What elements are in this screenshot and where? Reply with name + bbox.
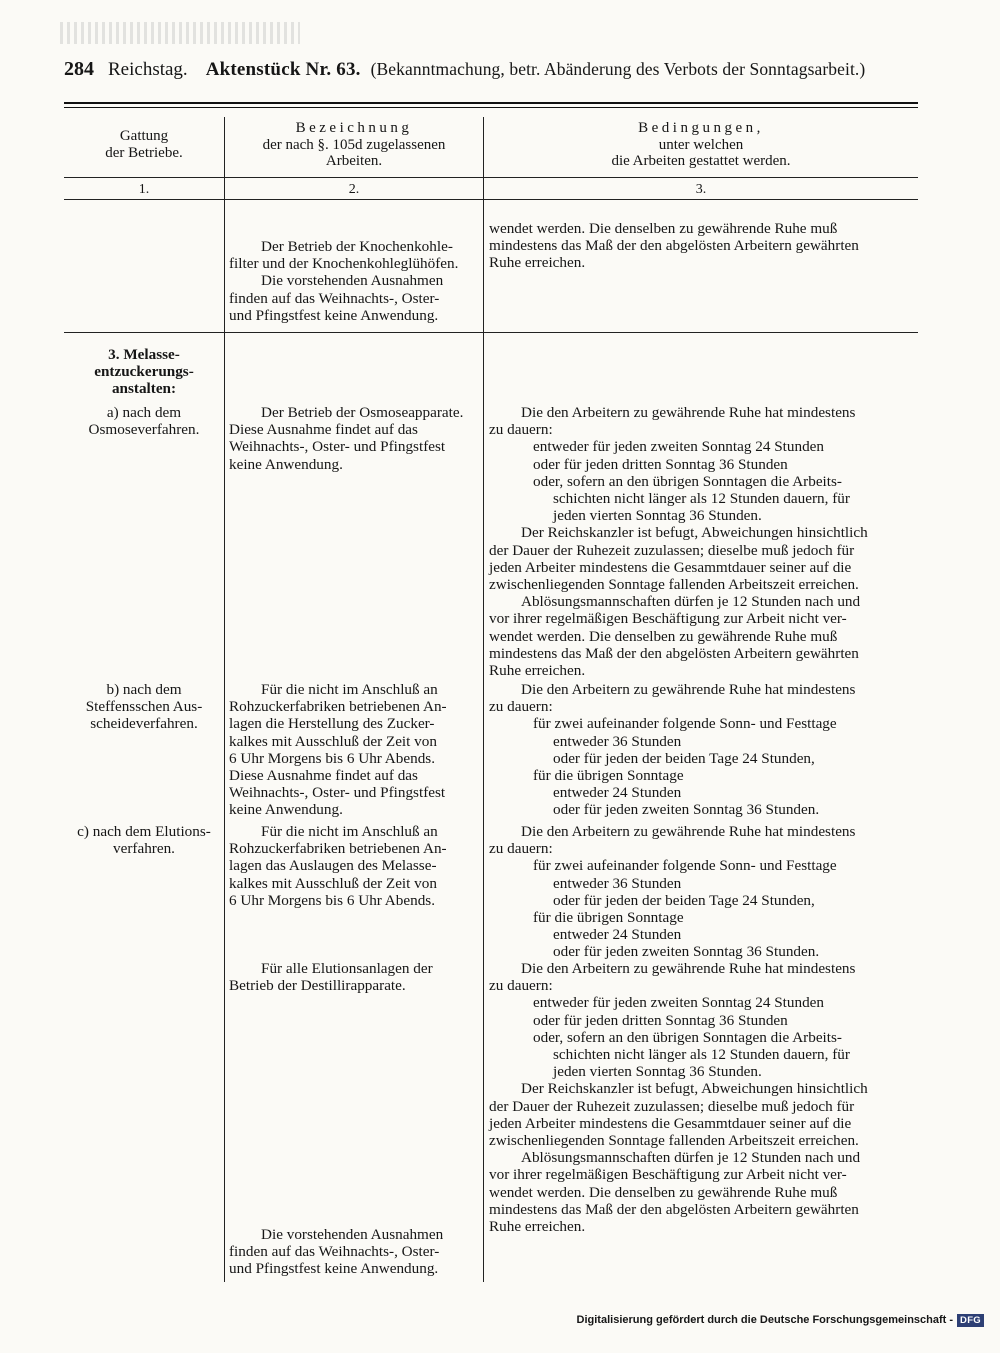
text-line: der Dauer der Ruhezeit zuzulassen; dieselbe muß jedoch für [489, 541, 855, 559]
row-b-label [64, 681, 224, 733]
text-line: entweder für jeden zweiten Sonntag 24 Stunden [533, 438, 825, 456]
row-b-col2 [229, 681, 475, 819]
text-line: finden auf das Weihnachts-, Oster- [229, 1243, 440, 1261]
digitization-credit [576, 1312, 984, 1328]
text-line: zwischenliegenden Sonntage fallenden Arbeitszeit erreichen. [489, 576, 859, 594]
text-line: oder für jeden der beiden Tage 24 Stunden, [553, 749, 815, 767]
text-line: Rohzuckerfabriken betriebenen An- [229, 698, 447, 716]
text-line: oder für jeden zweiten Sonntag 36 Stunden. [553, 801, 820, 819]
text-line: c) nach dem Elutions- [77, 823, 211, 840]
column-divider-1 [224, 117, 225, 1282]
table-header-divider [64, 177, 918, 178]
text-line: a) nach dem [106, 404, 182, 421]
text-line: Die den Arbeitern zu gewährende Ruhe hat mindestens [521, 404, 856, 421]
text-line: mindestens das Maß der den abgelösten Arbeitern gewährten [489, 237, 859, 255]
running-header [64, 58, 918, 88]
text-line: lagen das Auslaugen des Melasse- [229, 857, 437, 875]
col3-number: 3. [695, 182, 707, 197]
text-line: finden auf das Weihnachts-, Oster- [229, 289, 440, 307]
text-line: verfahren. [113, 840, 175, 858]
credit-text: Digitalisierung gefördert durch die Deutsche Forschungsgemeinschaft - [576, 1314, 954, 1326]
text-line: keine Anwendung. [229, 455, 343, 473]
text-line: Ablösungsmannschaften dürfen je 12 Stunden nach und [521, 593, 861, 611]
text-line: Weihnachts-, Oster- und Pfingstfest [229, 438, 446, 456]
text-line: b) nach dem [106, 681, 182, 698]
row-c-label [64, 823, 224, 857]
text-line: Ruhe erreichen. [489, 662, 586, 680]
row-a-label [64, 404, 224, 438]
text-line: entweder 24 Stunden [553, 784, 682, 802]
col1-header [64, 128, 224, 161]
header-rule [64, 102, 918, 104]
text-line: kalkes mit Ausschluß der Zeit von [229, 874, 437, 892]
column-divider-2 [483, 117, 484, 1282]
text-line: für die übrigen Sonntage [533, 909, 684, 927]
text-line: zu dauern: [489, 698, 553, 716]
text-line: mindestens das Maß der den abgelösten Arbeitern gewährten [489, 1200, 859, 1218]
body-name: Reichstag. [108, 59, 188, 80]
text-line: keine Anwendung. [229, 801, 343, 819]
text-line: für die übrigen Sonntage [533, 767, 684, 785]
text-line: oder für jeden zweiten Sonntag 36 Stunden. [553, 943, 820, 961]
text-line: entzuckerungs- [94, 363, 194, 381]
col2-header [226, 120, 482, 170]
text-line: filter und der Knochenkohleglühöfen. [229, 255, 459, 273]
col1-header-line: Gattung [119, 128, 169, 144]
text-line: Die den Arbeitern zu gewährende Ruhe hat mindestens [521, 823, 856, 840]
text-line: Für die nicht im Anschluß an [261, 823, 438, 840]
text-line: Für die nicht im Anschluß an [261, 681, 438, 698]
col2-header-line: Arbeiten. [325, 153, 383, 169]
text-line: wendet werden. Die denselben zu gewährende Ruhe muß [489, 627, 838, 645]
text-line: entweder 24 Stunden [553, 926, 682, 944]
text-line: für zwei aufeinander folgende Sonn- und Festtage [533, 715, 837, 733]
text-line: Die den Arbeitern zu gewährende Ruhe hat mindestens [521, 681, 856, 698]
text-line: Der Reichskanzler ist befugt, Abweichungen hinsichtlich [521, 524, 868, 542]
text-line: 3. Melasse- [108, 346, 180, 363]
col2-number: 2. [348, 182, 360, 197]
col3-header-line: Bedingungen, [638, 120, 764, 136]
continued-col2 [229, 238, 475, 324]
row-c-col2-exceptions [229, 1226, 475, 1278]
section-3-title [64, 346, 224, 398]
text-line: Für alle Elutionsanlagen der [261, 960, 433, 977]
col1-header-line: der Betriebe. [105, 144, 183, 161]
row-c-col3 [489, 823, 913, 961]
row-c-col3-distillation [489, 960, 913, 1235]
text-line: jeden Arbeiter mindestens die Gesammtdauer seiner auf die [489, 1114, 852, 1132]
text-line: Diese Ausnahme findet auf das [229, 767, 418, 785]
col3-header-line: unter welchen [658, 136, 744, 153]
text-line: Der Reichskanzler ist befugt, Abweichungen hinsichtlich [521, 1080, 868, 1098]
text-line: zu dauern: [489, 977, 553, 995]
text-line: Diese Ausnahme findet auf das [229, 421, 418, 439]
text-line: Ruhe erreichen. [489, 254, 586, 272]
row-a-col2 [229, 404, 475, 473]
text-line: mindestens das Maß der den abgelösten Arbeitern gewährten [489, 644, 859, 662]
dfg-logo-icon: DFG [957, 1314, 984, 1327]
text-line: für zwei aufeinander folgende Sonn- und Festtage [533, 857, 837, 875]
document-reference: Aktenstück Nr. 63. [205, 59, 361, 80]
text-line: Ablösungsmannschaften dürfen je 12 Stunden nach und [521, 1149, 861, 1167]
table-colnum-divider [64, 199, 918, 200]
text-line: entweder 36 Stunden [553, 732, 682, 750]
text-line: Steffensschen Aus- [85, 698, 203, 716]
text-line: vor ihrer regelmäßigen Beschäftigung zur Arbeit nicht ver- [489, 1166, 847, 1184]
text-line: schichten nicht länger als 12 Stunden dauern, für [553, 1046, 850, 1064]
text-line: Der Betrieb der Knochenkohle- [261, 238, 453, 255]
text-line: Der Betrieb der Osmoseapparate. [261, 404, 464, 421]
page-number: 284 [64, 58, 94, 80]
document-subject: (Bekanntmachung, betr. Abänderung des Verbots der Sonntagsarbeit.) [370, 59, 866, 79]
text-line: zu dauern: [489, 840, 553, 858]
row-c-col2-distillation [229, 960, 475, 994]
col2-header-line: Bezeichnung [295, 120, 413, 136]
row-b-col3 [489, 681, 913, 819]
text-line: zu dauern: [489, 421, 553, 439]
text-line: anstalten: [111, 380, 177, 398]
text-line: und Pfingstfest keine Anwendung. [229, 306, 439, 324]
bleed-through-artifact [60, 22, 300, 44]
text-line: Betrieb der Destillirapparate. [229, 977, 406, 995]
text-line: Osmoseverfahren. [88, 421, 200, 439]
text-line: jeden Arbeiter mindestens die Gesammtdauer seiner auf die [489, 558, 852, 576]
row-a-col3 [489, 404, 913, 679]
text-line: oder, sofern an den übrigen Sonntagen die Arbeits- [533, 472, 842, 490]
text-line: lagen die Herstellung des Zucker- [229, 715, 435, 733]
text-line: oder für jeden dritten Sonntag 36 Stunden [533, 455, 788, 473]
col1-number: 1. [138, 182, 150, 197]
text-line: entweder 36 Stunden [553, 874, 682, 892]
text-line: kalkes mit Ausschluß der Zeit von [229, 732, 437, 750]
text-line: oder, sofern an den übrigen Sonntagen die Arbeits- [533, 1028, 842, 1046]
text-line: und Pfingstfest keine Anwendung. [229, 1260, 439, 1278]
text-line: Ruhe erreichen. [489, 1218, 586, 1236]
text-line: Die den Arbeitern zu gewährende Ruhe hat mindestens [521, 960, 856, 977]
text-line: wendet werden. Die denselben zu gewährende Ruhe muß [489, 220, 838, 237]
header-rule-thin [64, 107, 918, 108]
row-c-col2 [229, 823, 475, 909]
text-line: oder für jeden dritten Sonntag 36 Stunden [533, 1011, 788, 1029]
text-line: Weihnachts-, Oster- und Pfingstfest [229, 784, 446, 802]
text-line: jeden vierten Sonntag 36 Stunden. [553, 507, 762, 525]
text-line: oder für jeden der beiden Tage 24 Stunden, [553, 891, 815, 909]
text-line: Die vorstehenden Ausnahmen [261, 1226, 444, 1243]
text-line: Die vorstehenden Ausnahmen [261, 272, 444, 290]
continued-col3 [489, 220, 913, 272]
table-row-divider [64, 332, 918, 333]
text-line: 6 Uhr Morgens bis 6 Uhr Abends. [229, 749, 436, 767]
text-line: schichten nicht länger als 12 Stunden dauern, für [553, 490, 850, 508]
text-line: 6 Uhr Morgens bis 6 Uhr Abends. [229, 891, 436, 909]
text-line: vor ihrer regelmäßigen Beschäftigung zur Arbeit nicht ver- [489, 610, 847, 628]
text-line: Rohzuckerfabriken betriebenen An- [229, 840, 447, 858]
text-line: der Dauer der Ruhezeit zuzulassen; dieselbe muß jedoch für [489, 1097, 855, 1115]
text-line: wendet werden. Die denselben zu gewährende Ruhe muß [489, 1183, 838, 1201]
col2-header-line: der nach §. 105d zugelassenen [262, 136, 446, 153]
text-line: scheideverfahren. [90, 715, 198, 733]
text-line: entweder für jeden zweiten Sonntag 24 Stunden [533, 994, 825, 1012]
text-line: jeden vierten Sonntag 36 Stunden. [553, 1063, 762, 1081]
text-line: zwischenliegenden Sonntage fallenden Arbeitszeit erreichen. [489, 1132, 859, 1150]
col3-header-line: die Arbeiten gestattet werden. [611, 153, 791, 169]
col3-header [486, 120, 916, 170]
